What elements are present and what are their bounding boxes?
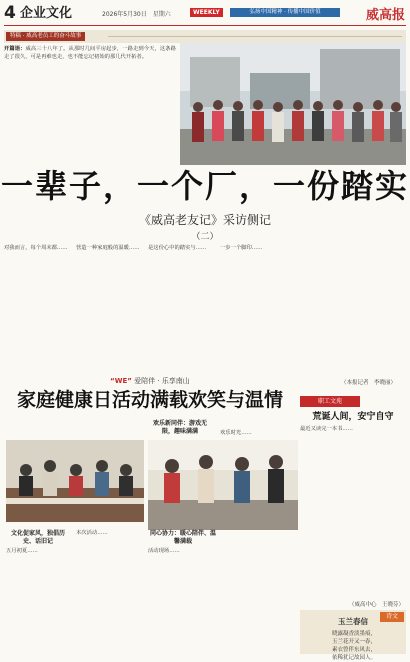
subhead-left: 文化促家风，独倡历史、话旧记	[10, 530, 65, 545]
article2-column-4: 欢乐时光……	[220, 430, 252, 436]
second-kicker	[4, 376, 296, 386]
poem-line: 晓露凝香淡墨痕，	[331, 631, 376, 637]
feature-divider	[108, 36, 402, 37]
poem-lines	[304, 630, 404, 662]
main-headline: 一辈子，一个厂，一份踏实	[0, 167, 409, 205]
issue-date: 2026年5月30日 星期六	[102, 11, 171, 18]
poem-title: 玉兰春信	[338, 617, 368, 626]
lead-text: 威高三十八年了。从那时几间平房起步，一路走到今天，这条路走了很久，可是再难也走，也不能忘记初始的那几代开拓者。	[4, 46, 176, 60]
section-title: 企业文化	[20, 6, 73, 21]
poem-box	[300, 610, 406, 661]
family-activity-photo	[6, 440, 144, 522]
staff-literature-box	[300, 396, 406, 661]
main-part-number: （二）	[191, 232, 219, 242]
lead-label: 开篇语：	[4, 46, 26, 52]
poem-line: 素衣曾伴东风去，	[331, 647, 376, 653]
group-photo	[180, 43, 406, 165]
page-header	[4, 3, 406, 25]
body-column-3: 是这份心中的踏实与……	[148, 245, 207, 251]
poem-line: 依稀犹记故园人。	[331, 655, 376, 661]
essay-title: 荒诞人间，安宁自守	[312, 412, 394, 422]
article-signature: （本报记者 李晓丽）	[340, 380, 396, 386]
body-column-1: 对我而言，每个周末都……	[4, 245, 68, 251]
feature-bar	[4, 30, 406, 43]
column-tag: 职工文苑	[300, 396, 360, 407]
header-slogan: 弘扬中国精神 · 传播中国价值	[230, 8, 340, 17]
article2-column-1: 五月初夏……	[6, 548, 38, 554]
feature-tag: 特稿 · 威高老员工的奋斗故事	[6, 32, 85, 41]
second-headline: 家庭健康日活动满载欢笑与温情	[16, 389, 283, 411]
essay-author: （威高中心 王晓芬）	[348, 602, 404, 608]
article2-column-3: 活动现场……	[148, 548, 180, 554]
body-column-5	[302, 245, 406, 375]
weekly-badge: WEEKLY	[190, 8, 223, 17]
masthead-logo: 威高报	[366, 8, 406, 23]
article2-column-2: 本次活动……	[76, 530, 108, 536]
essay-text: 最近又读完一本书……	[300, 426, 353, 432]
kicker-text: 爱陪伴 · 乐享南山	[134, 377, 190, 385]
subhead-right: 欢乐新同伴：游戏无限，趣味满满	[152, 420, 207, 435]
poem-line: 玉兰花开又一春，	[331, 639, 376, 645]
body-column-4: 一步一个脚印……	[220, 245, 263, 251]
main-subtitle: 《威高老友记》采访侧记	[138, 213, 271, 227]
lead-paragraph	[4, 46, 176, 164]
poem-tag: 诗文	[380, 612, 404, 622]
body-column-2: 营造一种家庭般的温暖……	[76, 245, 140, 251]
header-rule	[4, 25, 406, 26]
subhead-mid: 同心协力：暖心陪伴、温馨满载	[149, 530, 216, 545]
kicker-we: “WE”	[110, 377, 132, 385]
page-number: 4	[4, 3, 16, 23]
